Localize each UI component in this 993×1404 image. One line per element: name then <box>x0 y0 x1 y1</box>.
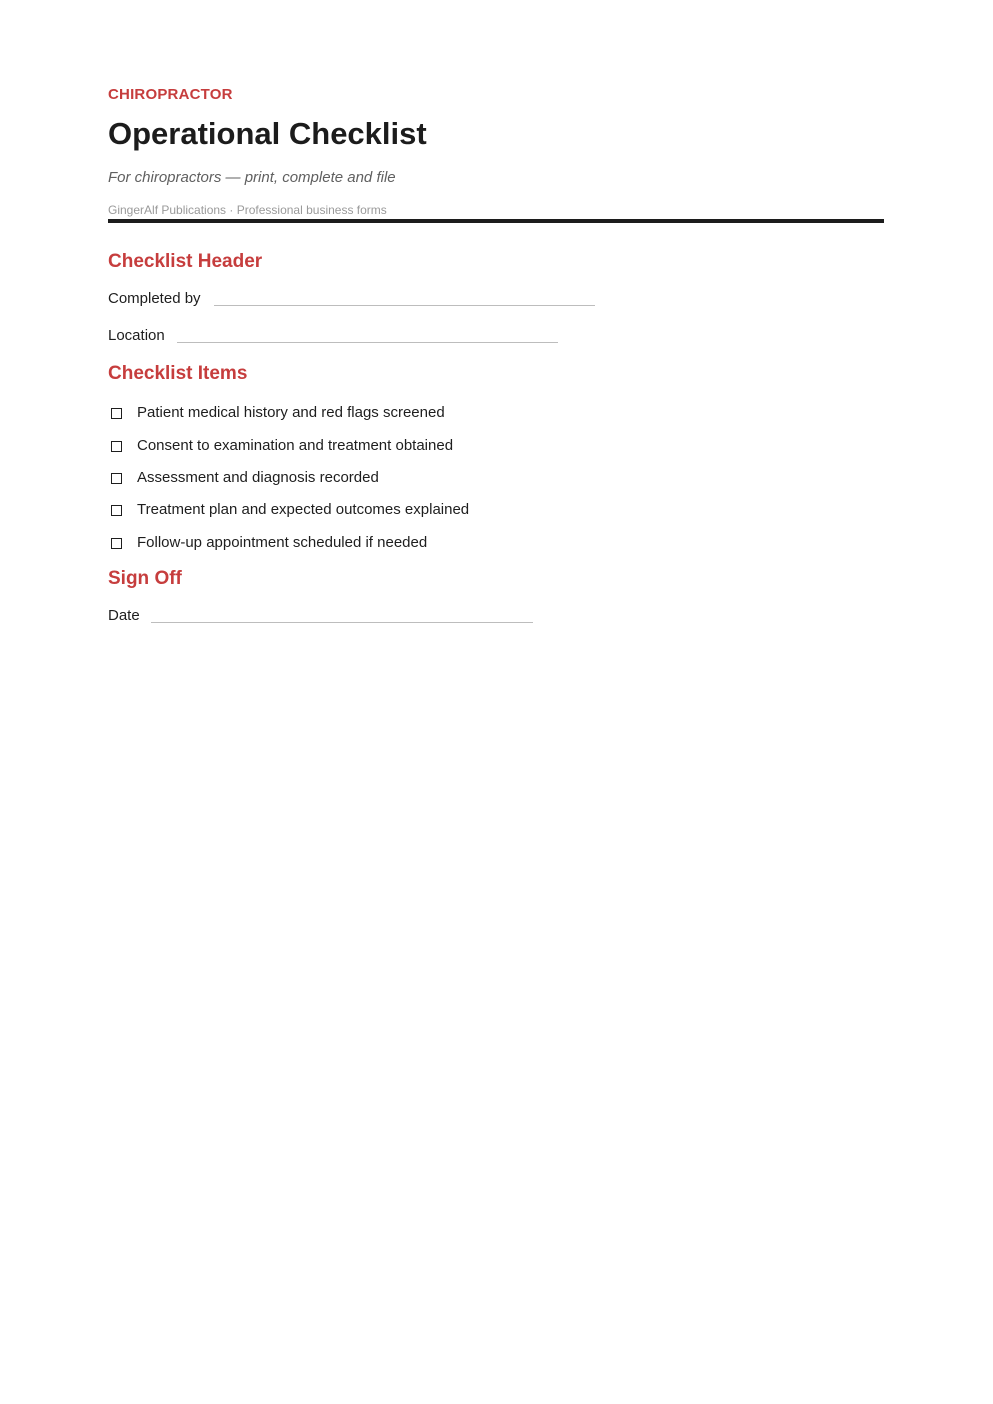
checklist-item <box>108 437 708 459</box>
checklist-item <box>108 501 708 523</box>
header-divider <box>108 219 884 223</box>
checklist-item <box>108 469 708 491</box>
checkbox[interactable] <box>111 538 122 549</box>
location-label: Location <box>108 327 165 344</box>
date-field <box>108 607 534 631</box>
checklist-item-label: Treatment plan and expected outcomes explained <box>137 501 470 518</box>
checklist-item-label: Consent to examination and treatment obtained <box>137 437 454 454</box>
completed-by-input[interactable] <box>214 305 595 306</box>
date-input[interactable] <box>151 622 533 623</box>
location-input[interactable] <box>177 342 558 343</box>
checklist-item <box>108 534 708 556</box>
checkbox[interactable] <box>111 473 122 484</box>
checklist-item-label: Patient medical history and red flags screened <box>137 404 445 421</box>
category-kicker: CHIROPRACTOR <box>108 86 233 103</box>
checklist-item-label: Follow-up appointment scheduled if needed <box>137 534 428 551</box>
checkbox[interactable] <box>111 408 122 419</box>
section-heading-checklist-items: Checklist Items <box>108 363 248 384</box>
page-title: Operational Checklist <box>108 116 427 151</box>
date-label: Date <box>108 607 140 624</box>
checkbox[interactable] <box>111 441 122 452</box>
page-subtitle: For chiropractors — print, complete and file <box>108 169 396 186</box>
section-heading-sign-off: Sign Off <box>108 568 182 589</box>
checklist-item <box>108 404 708 426</box>
section-heading-checklist-header: Checklist Header <box>108 251 263 272</box>
completed-by-field <box>108 290 596 314</box>
completed-by-label: Completed by <box>108 290 201 307</box>
location-field <box>108 327 559 351</box>
publisher-line: GingerAlf Publications · Professional business forms <box>108 203 387 217</box>
checkbox[interactable] <box>111 505 122 516</box>
checklist-item-label: Assessment and diagnosis recorded <box>137 469 379 486</box>
